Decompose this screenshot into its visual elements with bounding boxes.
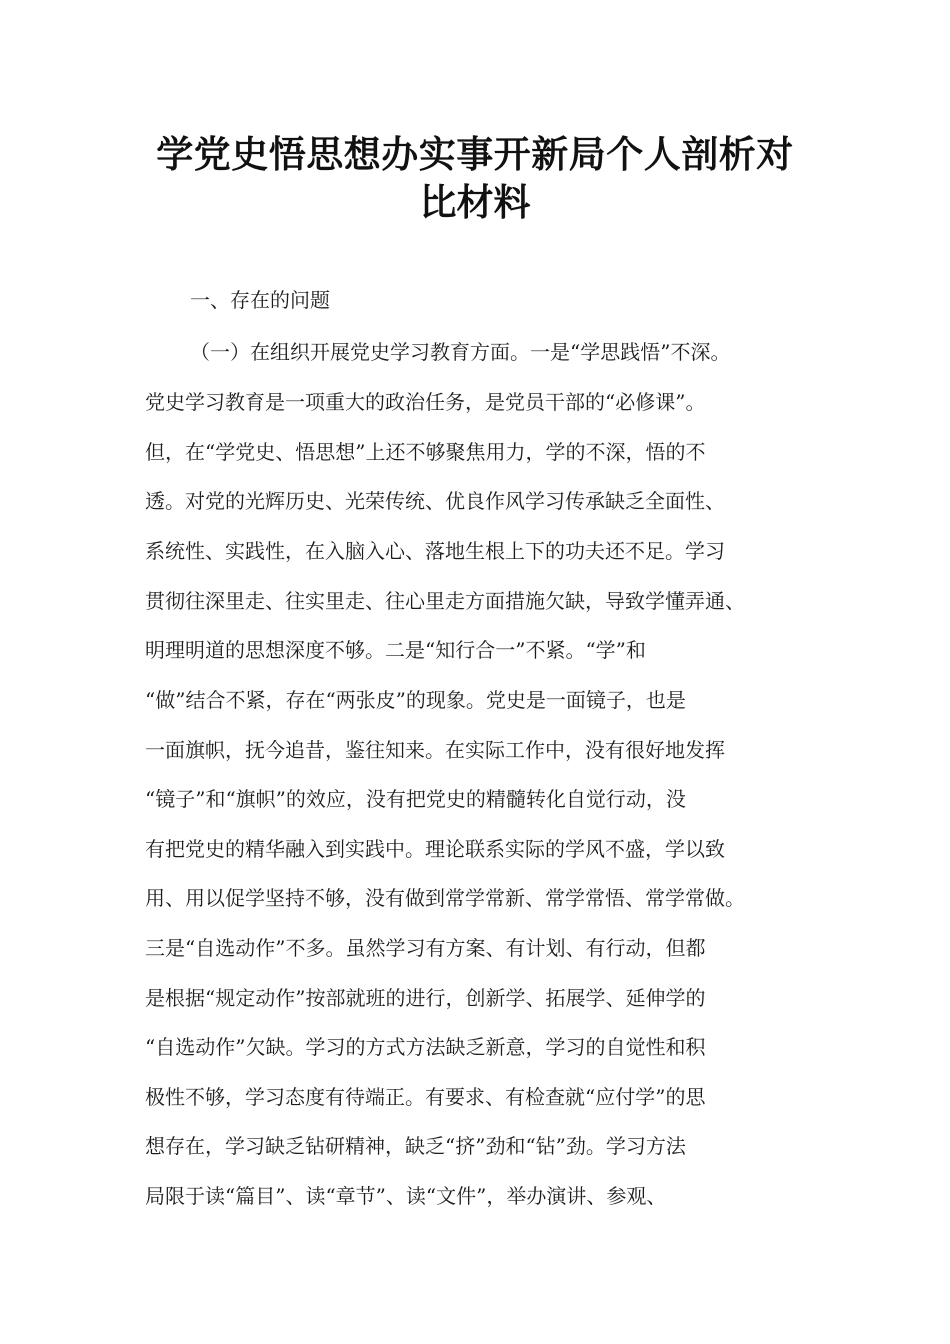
body-line: 想存在，学习缺乏钻研精神，缺乏“挤”劲和“钻”劲。学习方法 bbox=[145, 1134, 686, 1158]
body-line: 系统性、实践性，在入脑入心、落地生根上下的功夫还不足。学习 bbox=[145, 539, 725, 563]
body-line: 局限于读“篇目”、读“章节”、读“文件”，举办演讲、参观、 bbox=[145, 1184, 667, 1208]
body-line: 有把党史的精华融入到实践中。理论联系实际的学风不盛，学以致 bbox=[145, 837, 725, 861]
body-line: （一）在组织开展党史学习教育方面。一是“学思践悟”不深。 bbox=[190, 340, 731, 364]
body-line: “自选动作”欠缺。学习的方式方法缺乏新意，学习的自觉性和积 bbox=[145, 1035, 706, 1059]
body-line: 极性不够，学习态度有待端正。有要求、有检查就“应付学”的思 bbox=[145, 1085, 706, 1109]
document-title-line-2: 比材料 bbox=[419, 181, 531, 224]
body-line: “镜子”和“旗帜”的效应，没有把党史的精髓转化自觉行动，没 bbox=[145, 787, 686, 811]
body-line: 但，在“学党史、悟思想”上还不够聚焦用力，学的不深，悟的不 bbox=[145, 440, 706, 464]
body-line: 用、用以促学坚持不够，没有做到常学常新、常学常悟、常学常做。 bbox=[145, 886, 745, 910]
body-line: 明理明道的思想深度不够。二是“知行合一”不紧。“学”和 bbox=[145, 638, 646, 662]
body-line: 是根据“规定动作”按部就班的进行，创新学、拓展学、延伸学的 bbox=[145, 986, 706, 1010]
body-line: 一面旗帜，抚今追昔，鉴往知来。在实际工作中，没有很好地发挥 bbox=[145, 738, 725, 762]
body-line: 贯彻往深里走、往实里走、往心里走方面措施欠缺，导致学懂弄通、 bbox=[145, 589, 745, 613]
body-line: 三是“自选动作”不多。虽然学习有方案、有计划、有行动，但都 bbox=[145, 936, 706, 960]
section-heading: 一、存在的问题 bbox=[190, 288, 330, 312]
document-title-line-1: 学党史悟思想办实事开新局个人剖析对 bbox=[156, 133, 794, 176]
body-line: 党史学习教育是一项重大的政治任务，是党员干部的“必修课”。 bbox=[145, 390, 706, 414]
body-line: 透。对党的光辉历史、光荣传统、优良作风学习传承缺乏全面性、 bbox=[145, 489, 725, 513]
body-line: “做”结合不紧，存在“两张皮”的现象。党史是一面镜子，也是 bbox=[145, 688, 686, 712]
